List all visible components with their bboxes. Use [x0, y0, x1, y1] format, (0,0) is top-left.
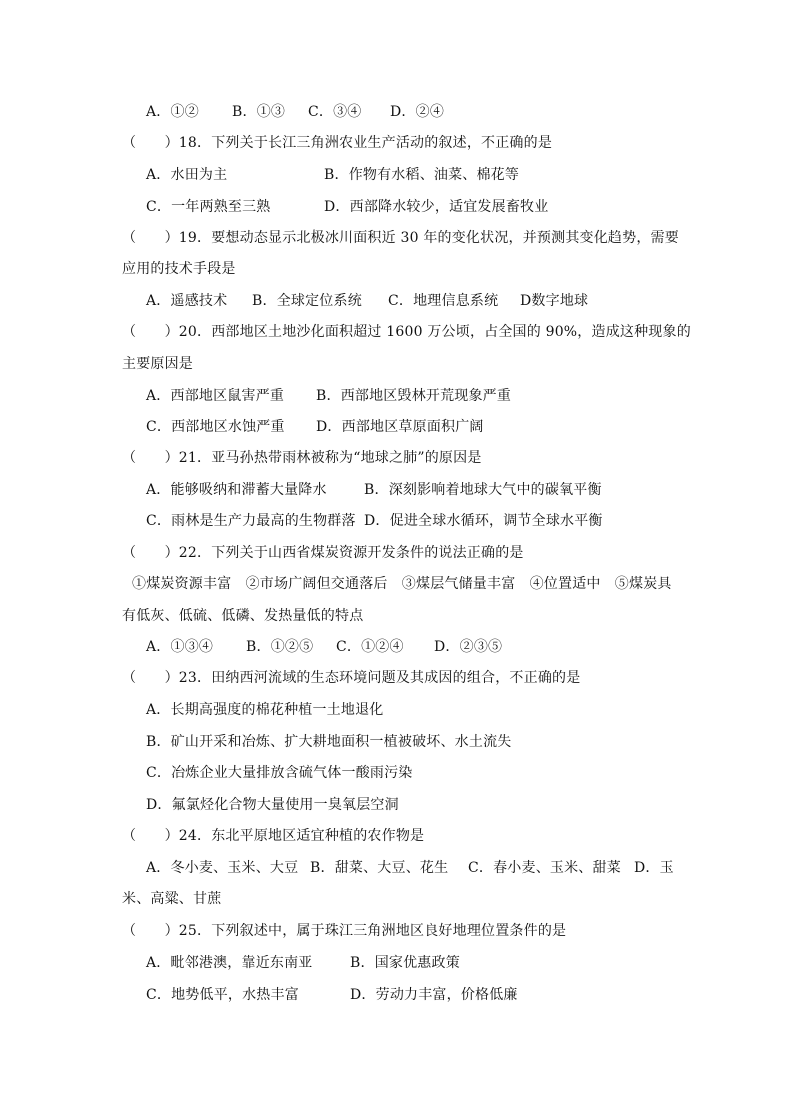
- q24-option-b[interactable]: B．甜菜、大豆、花生: [310, 860, 449, 876]
- q23-option-c[interactable]: C．冶炼企业大量排放含硫气体一酸雨污染: [146, 765, 413, 781]
- q20-option-a[interactable]: A．西部地区鼠害严重: [146, 388, 285, 404]
- q21-option-b[interactable]: B．深刻影响着地球大气中的碳氧平衡: [364, 482, 602, 498]
- q19-option-a[interactable]: A．遥感技术: [146, 293, 228, 309]
- q24-option-d-continued[interactable]: 米、高粱、甘蔗: [122, 891, 222, 907]
- q22-items-line2: 有低灰、低硫、低磷、发热量低的特点: [122, 608, 364, 624]
- q20-option-c[interactable]: C．西部地区水蚀严重: [146, 419, 285, 435]
- q17-option-d[interactable]: D．②④: [390, 104, 445, 120]
- q22-option-a[interactable]: A．①③④: [146, 639, 214, 655]
- q24-option-a[interactable]: A．冬小麦、玉米、大豆: [146, 860, 299, 876]
- q25-option-c[interactable]: C．地势低平，水热丰富: [146, 987, 299, 1003]
- q23-stem: （ ）23．田纳西河流域的生态环境问题及其成因的组合，不正确的是: [122, 670, 581, 686]
- q18-option-b[interactable]: B．作物有水稻、油菜、棉花等: [324, 167, 520, 183]
- q19-option-c[interactable]: C．地理信息系统: [388, 293, 499, 309]
- q19-stem-line2: 应用的技术手段是: [122, 261, 236, 277]
- q22-option-b[interactable]: B．①②⑤: [246, 639, 314, 655]
- q21-option-c[interactable]: C．雨林是生产力最高的生物群落: [146, 513, 356, 529]
- q17-option-b[interactable]: B．①③: [232, 104, 286, 120]
- q21-option-a[interactable]: A．能够吸纳和滞蓄大量降水: [146, 482, 327, 498]
- q22-option-c[interactable]: C．①②④: [336, 639, 404, 655]
- q22-option-d[interactable]: D．②③⑤: [434, 639, 503, 655]
- q21-stem: （ ）21．亚马孙热带雨林被称为“地球之肺”的原因是: [122, 450, 482, 466]
- q19-option-d[interactable]: D数字地球: [520, 293, 589, 309]
- q19-option-b[interactable]: B．全球定位系统: [252, 293, 362, 309]
- q25-option-b[interactable]: B．国家优惠政策: [350, 955, 460, 971]
- q18-option-d[interactable]: D．西部降水较少，适宜发展畜牧业: [324, 199, 549, 215]
- q18-option-c[interactable]: C．一年两熟至三熟: [146, 199, 271, 215]
- q25-option-a[interactable]: A．毗邻港澳，靠近东南亚: [146, 955, 313, 971]
- q20-stem-line1: （ ）20．西部地区土地沙化面积超过 1600 万公顷，占全国的 90%，造成这种现象的: [122, 324, 691, 340]
- q24-stem: （ ）24．东北平原地区适宜种植的农作物是: [122, 828, 425, 844]
- q22-items-line1: ①煤炭资源丰富 ②市场广阔但交通落后 ③煤层气储量丰富 ④位置适中 ⑤煤炭具: [132, 576, 672, 592]
- q20-option-d[interactable]: D．西部地区草原面积广阔: [316, 419, 484, 435]
- q25-stem: （ ）25．下列叙述中，属于珠江三角洲地区良好地理位置条件的是: [122, 923, 567, 939]
- q20-option-b[interactable]: B．西部地区毁林开荒现象严重: [316, 388, 512, 404]
- q19-stem-line1: （ ）19．要想动态显示北极冰川面积近 30 年的变化状况，并预测其变化趋势，需要: [122, 230, 679, 246]
- q23-option-b[interactable]: B．矿山开采和冶炼、扩大耕地面积一植被破坏、水土流失: [146, 734, 512, 750]
- q23-option-a[interactable]: A．长期高强度的棉花种植一土地退化: [146, 702, 384, 718]
- q22-stem: （ ）22．下列关于山西省煤炭资源开发条件的说法正确的是: [122, 545, 524, 561]
- q18-option-a[interactable]: A．水田为主: [146, 167, 228, 183]
- q20-stem-line2: 主要原因是: [122, 356, 193, 372]
- q25-option-d[interactable]: D．劳动力丰富，价格低廉: [350, 987, 518, 1003]
- q18-stem: （ ）18．下列关于长江三角洲农业生产活动的叙述，不正确的是: [122, 135, 553, 151]
- q17-option-a[interactable]: A．①②: [146, 104, 199, 120]
- q24-option-d[interactable]: D．玉: [634, 860, 674, 876]
- q17-option-c[interactable]: C．③④: [308, 104, 362, 120]
- q23-option-d[interactable]: D．氟氯烃化合物大量使用一臭氧层空洞: [146, 797, 399, 813]
- q24-option-c[interactable]: C．春小麦、玉米、甜菜: [468, 860, 621, 876]
- q21-option-d[interactable]: D．促进全球水循环，调节全球水平衡: [364, 513, 603, 529]
